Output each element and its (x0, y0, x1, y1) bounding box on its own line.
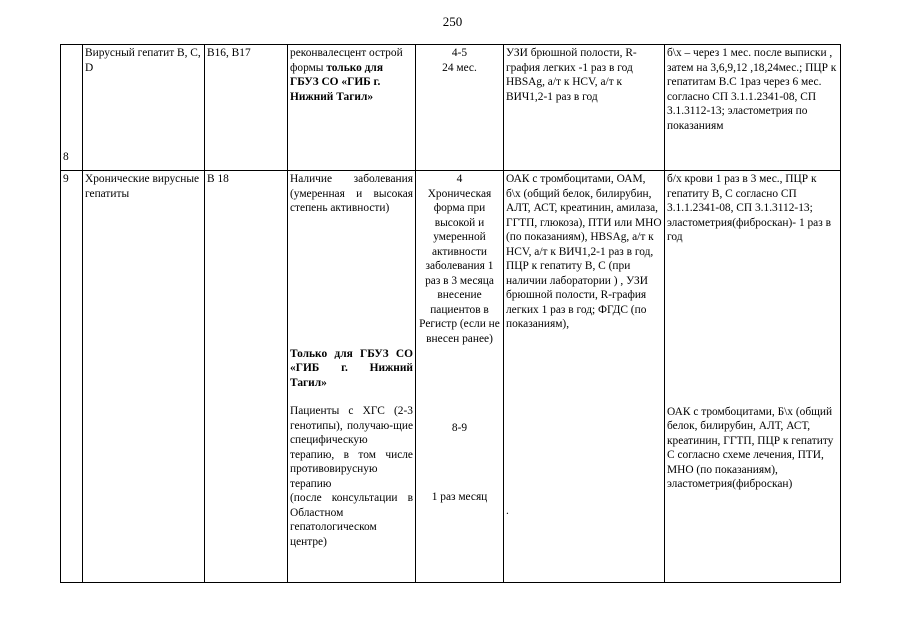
term-value-2: 8-9 (451, 422, 468, 434)
term-duration: 24 мес. (442, 61, 477, 74)
exams-text: ОАК с тромбоцитами, ОАМ, б\х (общий белок, билирубин, АЛТ, АСТ, креатинин, амилаза, ГГТП, глюкоза), ПТИ или МНО (по показаниям), HBSAg, а/т к HCV, а/т к ВИЧ1,2-1 раз в год, ПЦР к гепатиту В, С (при наличии лаборатории ) , УЗИ брюшной полости, R-графия легких 1 раз в год; ФГДС (по показаниям), (506, 173, 662, 330)
term-description: Хроническая форма при высокой и умеренной активности заболевания 1 раз в 3 месяца внесение пациентов в Регистр (если не внесен ранее) (419, 187, 500, 345)
group-text: реконвалесцент острой формы (290, 47, 403, 74)
row-number: 8 (61, 45, 83, 171)
disease-cell: Хронические вирусные гепатиты (83, 171, 205, 583)
disease-cell: Вирусный гепатит B, C, D (83, 45, 205, 171)
dispensary-table (60, 44, 841, 583)
group-text-consult: (после консультации в Областном гепатологическом центре) (290, 492, 413, 548)
exams-cell: УЗИ брюшной полости, R-графия легких -1 раз в год HBSAg, а/т к HCV, а/т к ВИЧ1,2-1 раз в год (504, 45, 665, 171)
term-cell (416, 171, 504, 583)
table-row (61, 45, 841, 171)
term-value: 4-5 (451, 47, 468, 59)
group-text: Наличие заболевания (умеренная и высокая степень активности) (290, 173, 413, 214)
term-value: 4 (456, 173, 463, 185)
term-cell (416, 45, 504, 171)
patient-group-cell (288, 45, 416, 171)
term-frequency: 1 раз месяц (431, 490, 488, 503)
exams-cell (504, 171, 665, 583)
notes-text-2: ОАК с тромбоцитами, Б\х (общий белок, билирубин, АЛТ, АСТ, креатинин, ГГТП, ПЦР к гепатиту С согласно схеме лечения, ПТИ, МНО (по показаниям), эластометрия(фиброскан) (667, 405, 834, 490)
group-text-therapy: Пациенты с ХГС (2-3 генотипы), получаю-щие специфическую терапию, в том числе противовирусную терапию (290, 405, 413, 490)
notes-cell (665, 171, 841, 583)
notes-cell: б\х – через 1 мес. после выписки , затем на 3,6,9,12 ,18,24мес.; ПЦР к гепатитам В.С 1раз через 6 мес. согласно СП 3.1.1.2341-08, СП 3.1.3112-13; эластометрия по показаниям (665, 45, 841, 171)
notes-text: б/х крови 1 раз в 3 мес., ПЦР к гепатиту В, С согласно СП 3.1.1.2341-08, СП 3.1.3112-13; эластометрия(фиброскан)- 1 раз в год (667, 173, 831, 243)
patient-group-cell (288, 171, 416, 583)
table-row (61, 171, 841, 583)
row-number: 9 (61, 171, 83, 583)
page-number: 250 (442, 14, 463, 29)
exams-text-2: . (506, 504, 509, 517)
group-restriction: Только для ГБУЗ СО «ГИБ г. Нижний Тагил» (290, 347, 413, 389)
icd-code-cell: B16, B17 (205, 45, 288, 171)
icd-code-cell: B 18 (205, 171, 288, 583)
group-restriction: только для ГБУЗ СО «ГИБ г. Нижний Тагил» (290, 61, 383, 103)
